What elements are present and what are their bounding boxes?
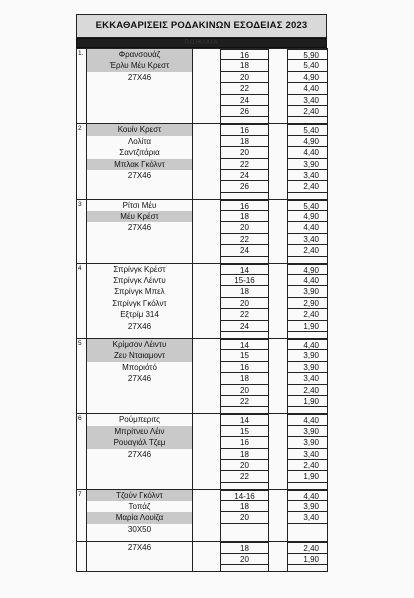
spacer-cell	[193, 49, 221, 118]
variety-name: Σπρίνγκ Γκόλντ	[112, 298, 167, 308]
variety-name: 30Χ50	[127, 524, 152, 534]
price-value: 4,40	[288, 147, 327, 158]
separator-cell	[288, 565, 328, 572]
size-value: 22	[221, 159, 268, 170]
variety-name: 27Χ46	[127, 223, 152, 233]
variety-names	[87, 263, 193, 332]
variety-name: Μπλακ Γκόλντ	[87, 159, 192, 170]
price-value: 4,90	[288, 72, 327, 83]
size-value: 26	[221, 106, 268, 117]
variety-name: 27Χ46	[127, 321, 152, 331]
size-cells	[221, 414, 269, 483]
price-value: 5,40	[288, 200, 327, 211]
size-value: 24	[221, 95, 268, 106]
size-value: 15	[221, 426, 268, 437]
spacer-cell	[269, 338, 288, 407]
variety-name: Ρούμπεριτς	[118, 415, 161, 425]
price-value: 3,90	[288, 501, 327, 512]
variety-name: Έρλυ Μέυ Κρεστ	[87, 60, 192, 71]
size-value: 20	[221, 385, 268, 396]
size-value: 20	[221, 72, 268, 83]
size-value: 22	[221, 471, 268, 482]
size-value: 14	[221, 264, 268, 275]
spacer-cell	[269, 263, 288, 332]
variety-names	[87, 489, 193, 535]
group-row	[77, 489, 328, 535]
price-value: 3,90	[288, 286, 327, 297]
settlement-table	[76, 48, 328, 572]
variety-name: Λολίτα	[127, 136, 152, 146]
price-cells	[288, 542, 328, 565]
variety-names	[87, 49, 193, 118]
size-value: 24	[221, 321, 268, 332]
group-row	[77, 124, 328, 193]
size-value: 20	[221, 298, 268, 309]
price-value: 3,40	[288, 512, 327, 523]
size-value: 20	[221, 460, 268, 471]
price-value: 4,40	[288, 275, 327, 286]
price-value: 3,40	[288, 95, 327, 106]
price-value: 4,40	[288, 414, 327, 425]
price-value: 4,90	[288, 264, 327, 275]
price-value: 2,40	[288, 181, 327, 192]
size-value: 16	[221, 200, 268, 211]
variety-name: Μέυ Κρέστ	[87, 211, 192, 222]
size-value: 18	[221, 211, 268, 222]
separator-cell	[269, 565, 288, 572]
size-value: 18	[221, 373, 268, 384]
size-value: 26	[221, 181, 268, 192]
size-cells	[221, 338, 269, 407]
size-value: 22	[221, 396, 268, 407]
price-cells	[288, 489, 328, 535]
price-cells	[288, 199, 328, 256]
price-value: 2,90	[288, 298, 327, 309]
size-value: 24	[221, 170, 268, 181]
size-value: 16	[221, 49, 268, 60]
size-value: 20	[221, 554, 268, 565]
price-value: 1,90	[288, 396, 327, 407]
table-header-label: ΠΟΙΚΙΛΙΑ	[184, 40, 219, 46]
price-value: 3,90	[288, 159, 327, 170]
separator-cell	[221, 565, 269, 572]
group-number: 6	[77, 414, 87, 483]
size-value: 16	[221, 437, 268, 448]
variety-name: 27Χ46	[127, 170, 152, 180]
size-value: 18	[221, 501, 268, 512]
size-value: 24	[221, 245, 268, 256]
size-value: 20	[221, 222, 268, 233]
price-value: 2,40	[288, 542, 327, 553]
price-value: 4,40	[288, 339, 327, 350]
variety-name: Εξτρίμ 314	[120, 310, 159, 320]
variety-name: Τοπάζ	[128, 502, 151, 512]
variety-name: Φρανσουάζ	[87, 49, 192, 60]
variety-name: Κουίν Κρεστ	[87, 124, 192, 135]
size-value: 22	[221, 83, 268, 94]
spacer-cell	[193, 414, 221, 483]
document-title: ΕΚΚΑΘΑΡΙΣΕΙΣ ΡΟΔΑΚΙΝΩΝ ΕΣΟΔΕΙΑΣ 2023	[76, 14, 327, 38]
variety-name: 27Χ46	[127, 449, 152, 459]
price-value: 4,40	[288, 83, 327, 94]
price-cells	[288, 414, 328, 483]
group-row	[77, 49, 328, 118]
size-cells	[221, 124, 269, 193]
size-cells	[221, 489, 269, 535]
size-value: 14-16	[221, 490, 268, 501]
variety-name: Κρίμσον Λέιντυ	[87, 339, 192, 350]
spacer-cell	[193, 489, 221, 535]
price-value: 2,40	[288, 460, 327, 471]
price-cells	[288, 49, 328, 118]
variety-name: Μποριότό	[122, 362, 157, 372]
group-row	[77, 338, 328, 407]
variety-name: Ρίτσι Μέυ	[122, 200, 157, 210]
group-number	[77, 542, 87, 565]
size-cells	[221, 49, 269, 118]
size-value: 15-16	[221, 275, 268, 286]
size-value: 18	[221, 542, 268, 553]
price-value: 5,90	[288, 49, 327, 60]
variety-name: Μαρία Λουίζα	[87, 512, 192, 523]
price-cells	[288, 263, 328, 332]
price-cells	[288, 124, 328, 193]
group-number: 7	[77, 489, 87, 535]
spacer-cell	[193, 263, 221, 332]
spacer-cell	[269, 414, 288, 483]
size-value: 16	[221, 362, 268, 373]
group-row	[77, 414, 328, 483]
spacer-cell	[269, 489, 288, 535]
price-value: 3,90	[288, 437, 327, 448]
separator-cell	[77, 565, 87, 572]
spacer-cell	[269, 49, 288, 118]
group-number: 3	[77, 199, 87, 256]
price-value: 4,90	[288, 136, 327, 147]
size-value: 20	[221, 147, 268, 158]
variety-name: 27Χ46	[127, 374, 152, 384]
price-value: 3,90	[288, 350, 327, 361]
spacer-cell	[193, 542, 221, 565]
price-value: 3,90	[288, 362, 327, 373]
price-value: 2,40	[288, 245, 327, 256]
price-value: 4,40	[288, 490, 327, 501]
price-value: 1,90	[288, 471, 327, 482]
size-value: 18	[221, 60, 268, 71]
price-value: 3,40	[288, 373, 327, 384]
variety-name: Σπρίνγκ Μπελ	[114, 287, 165, 297]
price-value: 3,90	[288, 426, 327, 437]
variety-name: 27Χ46	[127, 72, 152, 82]
size-value: 22	[221, 309, 268, 320]
spacer-cell	[269, 542, 288, 565]
size-value: 18	[221, 136, 268, 147]
group-row	[77, 199, 328, 256]
group-number: 1.	[77, 49, 87, 118]
variety-names	[87, 542, 193, 565]
group-number: 5	[77, 338, 87, 407]
price-value: 5,40	[288, 124, 327, 135]
variety-name: Σπρίνγκ Λέιντυ	[113, 276, 166, 286]
price-value: 5,40	[288, 60, 327, 71]
group-number: 2	[77, 124, 87, 193]
price-value: 2,40	[288, 106, 327, 117]
size-cells	[221, 263, 269, 332]
price-value: 4,40	[288, 222, 327, 233]
size-value: 18	[221, 449, 268, 460]
size-value: 14	[221, 414, 268, 425]
size-value: 14	[221, 339, 268, 350]
variety-names	[87, 414, 193, 483]
price-value: 2,40	[288, 309, 327, 320]
size-cells	[221, 199, 269, 256]
variety-names	[87, 338, 193, 407]
spacer-cell	[269, 124, 288, 193]
variety-names	[87, 124, 193, 193]
size-value: 22	[221, 234, 268, 245]
variety-names	[87, 199, 193, 256]
size-value: 18	[221, 286, 268, 297]
variety-name: Μπρίτνευ Λέιν	[87, 426, 192, 437]
size-value: 20	[221, 512, 268, 523]
price-value: 2,40	[288, 385, 327, 396]
size-value: 15	[221, 350, 268, 361]
group-separator	[77, 565, 328, 572]
size-cells	[221, 542, 269, 565]
group-row	[77, 542, 328, 565]
price-value: 1,90	[288, 554, 327, 565]
variety-name: Σαντζιτάρια	[119, 148, 160, 158]
variety-name: 27Χ46	[127, 543, 152, 553]
price-cells	[288, 338, 328, 407]
separator-cell	[193, 565, 221, 572]
price-value: 4,90	[288, 211, 327, 222]
variety-name: Τζούν Γκόλντ	[87, 490, 192, 501]
size-value: 16	[221, 124, 268, 135]
group-row	[77, 263, 328, 332]
group-number: 4	[77, 263, 87, 332]
table-header-band	[76, 38, 327, 48]
price-value: 3,40	[288, 170, 327, 181]
spacer-cell	[193, 199, 221, 256]
spacer-cell	[269, 199, 288, 256]
variety-name: Ζευ Νταιαμοντ	[87, 350, 192, 361]
price-value: 3,40	[288, 449, 327, 460]
spacer-cell	[193, 124, 221, 193]
price-value: 1,90	[288, 321, 327, 332]
separator-cell	[87, 565, 193, 572]
variety-name: Ρουαγιάλ Τζεμ	[87, 437, 192, 448]
price-value: 3,40	[288, 234, 327, 245]
variety-name: Σπρίνγκ Κρέστ	[113, 264, 166, 274]
spacer-cell	[193, 338, 221, 407]
